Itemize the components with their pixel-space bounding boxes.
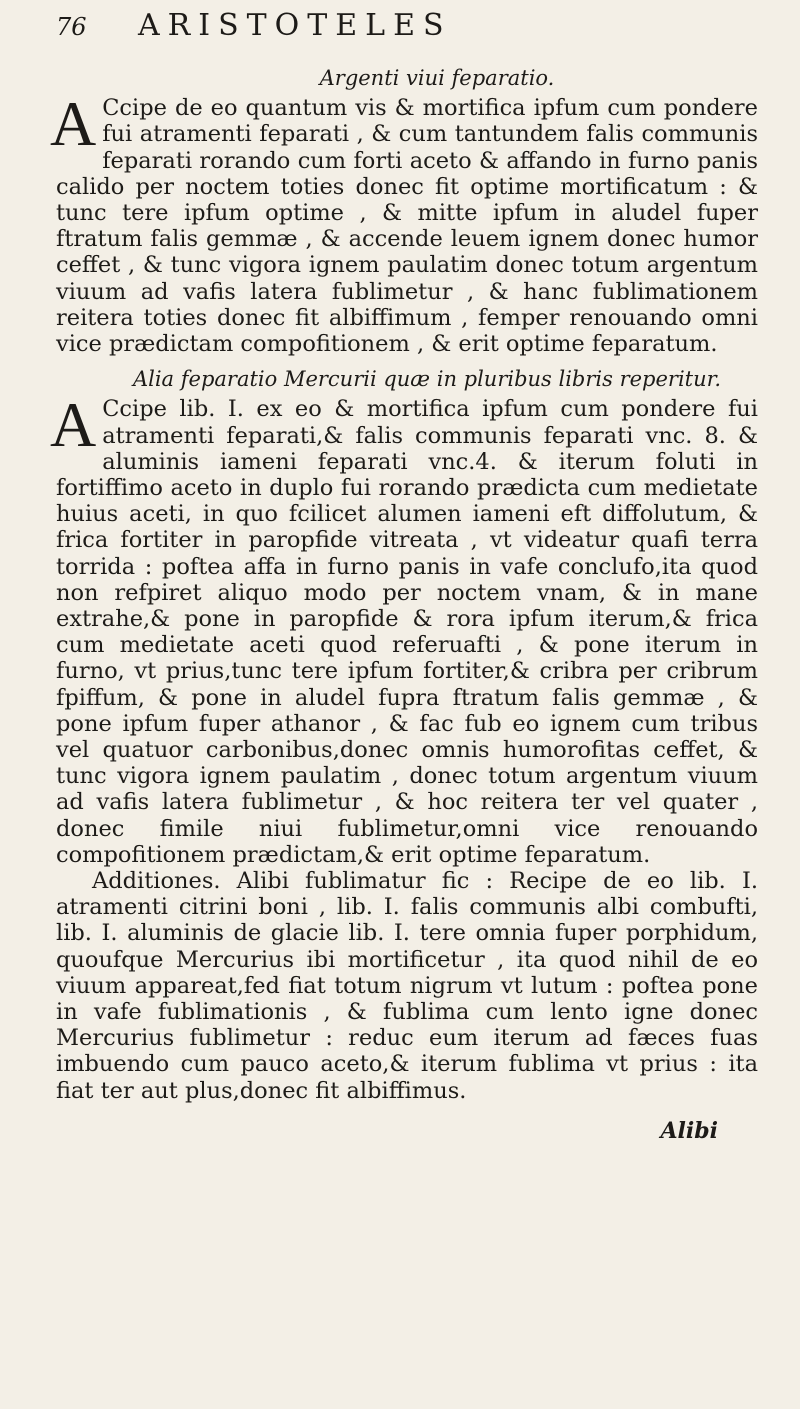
paragraph-text: Ccipe lib. I. ex eo & mortifica ipfum cum pondere fui atramenti feparati,& falis communis feparati vnc. 8. & aluminis iameni feparati vnc.4. & iterum foluti in fortiffimo aceto in duplo fui rorando prædicta cum medietate huius aceti, in quo fcilicet alumen iameni eft diffolutum, & frica fortiter in paropfide vitreata , vt videatur quafi terra torrida : poftea affa in furno panis in vafe conclufo,ita quod non refpiret aliquo modo per noctem vnam, & in mane extrahe,& pone in paropfide & rora ipfum iterum,& frica cum medietate aceti quod referuafti , & pone iterum in furno, vt prius,tunc tere ipfum fortiter,& cribra per cribrum fpiffum, & pone in aludel fupra ftratum falis gemmæ , & pone ipfum fuper athanor , & fac fub eo ignem cum tribus vel quatuor carbonibus,donec omnis humorofitas ceffet, & tunc vigora ignem paulatim , donec totum argentum viuum ad vafis latera fublimetur , & hoc reitera ter vel quater , donec fimile niui fublimetur,omni vice renouando compofitionem prædictam,& erit optime feparatum. (56, 396, 758, 868)
paragraph-additiones: Additiones. Alibi fublimatur fic : Recipe de eo lib. I. atramenti citrini boni , lib. I. falis communis albi combufti, lib. I. aluminis de glacie lib. I. tere omnia fuper porphidum, quoufque Mercurius ibi mortificetur , ita quod nihil de eo viuum appareat,fed fiat totum nigrum vt lutum : poftea pone in vafe fublimationis , & fublima cum lento igne donec Mercurius fublimetur : reduc eum iterum ad fæces fuas imbuendo cum pauco aceto,& iterum fublima vt prius : ita fiat ter aut plus,donec fit albiffimus. (56, 868, 758, 1104)
catchword: Alibi (660, 1117, 718, 1144)
section-title-argenti: Argenti viui feparatio. (319, 66, 555, 90)
section-title-mercurii: Alia feparatio Mercurii quæ in pluribus libris reperitur. (132, 367, 722, 392)
page-number: 76 (56, 13, 87, 41)
running-head: ARISTOTELES (138, 8, 452, 43)
dropcap-letter: A (50, 88, 97, 160)
paragraph-argenti (50, 88, 758, 358)
dropcap-letter: A (50, 389, 97, 461)
page-header (56, 8, 758, 52)
paragraph-text: Ccipe de eo quantum vis & mortifica ipfum cum pondere fui atramenti feparati , & cum tantundem falis communis feparati rorando cum forti aceto & affando in furno panis calido per noctem toties donec fit optime mortificatum : & tunc tere ipfum optime , & mitte ipfum in aludel fuper ftratum falis gemmæ , & accende leuem ignem donec humor ceffet , & tunc vigora ignem paulatim donec totum argentum viuum ad vafis latera fublimetur , & hanc fublimationem reitera toties donec fit albiffimum , femper renouando omni vice prædictam compofitionem , & erit optime feparatum. (56, 95, 758, 358)
paragraph-mercurii (50, 389, 758, 868)
